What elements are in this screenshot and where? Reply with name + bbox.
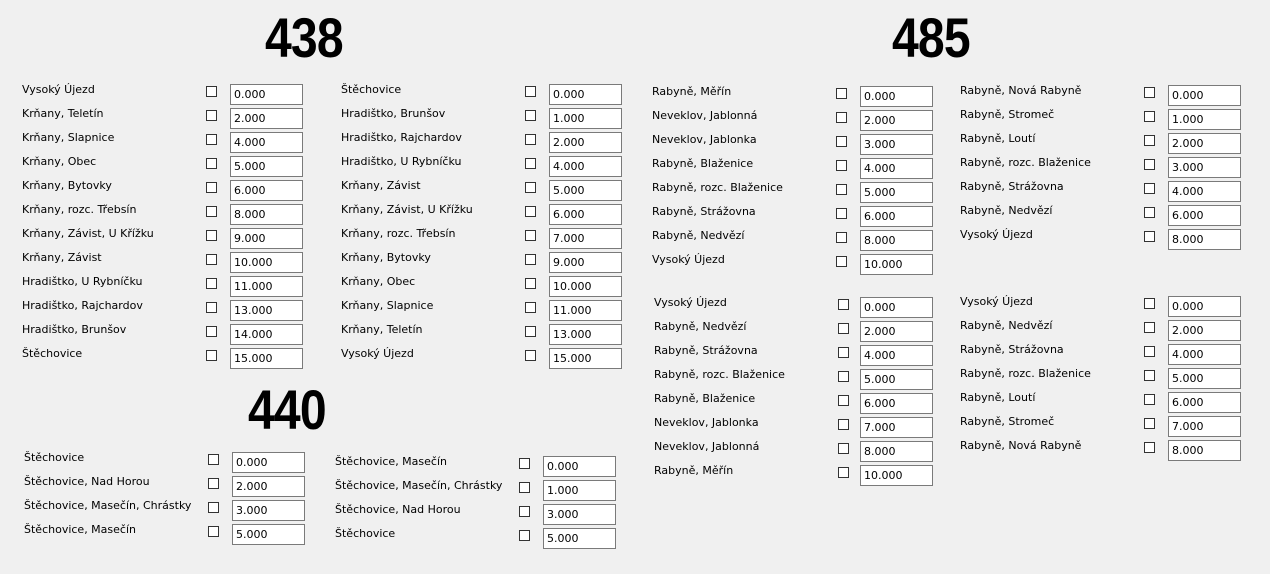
stop-name-label: Krňany, Závist, U Křížku	[22, 227, 154, 240]
stop-checkbox[interactable]	[836, 232, 847, 243]
stop-checkbox[interactable]	[838, 347, 849, 358]
stop-checkbox[interactable]	[836, 256, 847, 267]
time-offset-field[interactable]	[230, 156, 303, 177]
stop-name-label: Krňany, Závist, U Křížku	[341, 203, 473, 216]
stop-name-label: Štěchovice, Masečín	[24, 523, 136, 536]
stop-name-label: Rabyně, Nedvězí	[654, 320, 747, 333]
stop-checkbox[interactable]	[206, 110, 217, 121]
time-offset-field[interactable]	[1168, 368, 1241, 389]
stop-checkbox[interactable]	[838, 467, 849, 478]
stop-name-label: Krňany, Závist	[22, 251, 102, 264]
stop-checkbox[interactable]	[519, 458, 530, 469]
stop-name-label: Rabyně, rozc. Blaženice	[960, 367, 1091, 380]
time-offset-field[interactable]	[860, 254, 933, 275]
time-offset-field[interactable]	[549, 84, 622, 105]
route-number-438: 438	[265, 6, 343, 69]
stop-checkbox[interactable]	[208, 478, 219, 489]
stop-name-label: Štěchovice, Nad Horou	[335, 503, 461, 516]
time-offset-field[interactable]	[230, 84, 303, 105]
stop-checkbox[interactable]	[525, 206, 536, 217]
stop-name-label: Rabyně, Nedvězí	[960, 204, 1053, 217]
stop-name-label: Štěchovice, Masečín, Chrástky	[24, 499, 192, 512]
stop-checkbox[interactable]	[1144, 231, 1155, 242]
time-offset-field[interactable]	[1168, 205, 1241, 226]
stop-checkbox[interactable]	[1144, 135, 1155, 146]
stop-name-label: Rabyně, Stromeč	[960, 108, 1055, 121]
stop-name-label: Rabyně, rozc. Blaženice	[960, 156, 1091, 169]
stop-checkbox[interactable]	[1144, 183, 1155, 194]
stop-checkbox[interactable]	[525, 110, 536, 121]
time-offset-field[interactable]	[232, 500, 305, 521]
stop-checkbox[interactable]	[1144, 298, 1155, 309]
stop-name-label: Rabyně, Nedvězí	[652, 229, 745, 242]
time-offset-field[interactable]	[549, 252, 622, 273]
stop-name-label: Krňany, rozc. Třebsín	[341, 227, 456, 240]
stop-checkbox[interactable]	[525, 350, 536, 361]
stop-checkbox[interactable]	[525, 86, 536, 97]
stop-checkbox[interactable]	[525, 182, 536, 193]
stop-checkbox[interactable]	[206, 302, 217, 313]
stop-checkbox[interactable]	[836, 136, 847, 147]
stop-name-label: Vysoký Újezd	[654, 296, 727, 309]
stop-name-label: Krňany, Bytovky	[341, 251, 431, 264]
stop-checkbox[interactable]	[1144, 111, 1155, 122]
stop-checkbox[interactable]	[525, 230, 536, 241]
stop-name-label: Štěchovice	[24, 451, 85, 464]
time-offset-field[interactable]	[549, 132, 622, 153]
time-offset-field[interactable]	[1168, 229, 1241, 250]
time-offset-field[interactable]	[549, 204, 622, 225]
stop-name-label: Vysoký Újezd	[960, 295, 1033, 308]
stop-checkbox[interactable]	[206, 158, 217, 169]
stop-checkbox[interactable]	[1144, 159, 1155, 170]
time-offset-field[interactable]	[549, 108, 622, 129]
time-offset-field[interactable]	[1168, 440, 1241, 461]
stop-checkbox[interactable]	[208, 454, 219, 465]
stop-name-label: Vysoký Újezd	[341, 347, 414, 360]
stop-checkbox[interactable]	[838, 395, 849, 406]
stop-name-label: Krňany, Obec	[22, 155, 97, 168]
time-offset-field[interactable]	[860, 134, 933, 155]
time-offset-field[interactable]	[549, 300, 622, 321]
time-offset-field[interactable]	[230, 348, 303, 369]
stop-checkbox[interactable]	[206, 254, 217, 265]
stop-name-label: Štěchovice, Nad Horou	[24, 475, 150, 488]
stop-name-label: Rabyně, Stromeč	[960, 415, 1055, 428]
time-offset-field[interactable]	[860, 86, 933, 107]
stop-name-label: Hradištko, Rajchardov	[341, 131, 462, 144]
time-offset-field[interactable]	[860, 393, 933, 414]
time-offset-field[interactable]	[860, 158, 933, 179]
time-offset-field[interactable]	[1168, 320, 1241, 341]
time-offset-field[interactable]	[1168, 416, 1241, 437]
time-offset-field[interactable]	[860, 230, 933, 251]
time-offset-field[interactable]	[1168, 157, 1241, 178]
stop-name-label: Krňany, Teletín	[22, 107, 104, 120]
stop-checkbox[interactable]	[838, 323, 849, 334]
time-offset-field[interactable]	[549, 228, 622, 249]
stop-checkbox[interactable]	[206, 350, 217, 361]
stop-name-label: Hradištko, Rajchardov	[22, 299, 143, 312]
stop-name-label: Rabyně, Měřín	[652, 85, 732, 98]
time-offset-field[interactable]	[230, 204, 303, 225]
stop-checkbox[interactable]	[1144, 394, 1155, 405]
stop-name-label: Štěchovice	[22, 347, 83, 360]
time-offset-field[interactable]	[549, 156, 622, 177]
time-offset-field[interactable]	[860, 110, 933, 131]
time-offset-field[interactable]	[860, 297, 933, 318]
stop-checkbox[interactable]	[1144, 346, 1155, 357]
stop-name-label: Rabyně, Loutí	[960, 391, 1036, 404]
stop-name-label: Neveklov, Jablonná	[654, 440, 760, 453]
stop-checkbox[interactable]	[838, 371, 849, 382]
stop-name-label: Štěchovice, Masečín	[335, 455, 447, 468]
stop-name-label: Rabyně, Strážovna	[654, 344, 758, 357]
stop-name-label: Rabyně, Nedvězí	[960, 319, 1053, 332]
stop-name-label: Neveklov, Jablonka	[654, 416, 759, 429]
time-offset-field[interactable]	[1168, 392, 1241, 413]
time-offset-field[interactable]	[230, 228, 303, 249]
stop-checkbox[interactable]	[1144, 207, 1155, 218]
stop-name-label: Neveklov, Jablonná	[652, 109, 758, 122]
stop-checkbox[interactable]	[206, 182, 217, 193]
stop-checkbox[interactable]	[525, 254, 536, 265]
stop-checkbox[interactable]	[836, 88, 847, 99]
stop-checkbox[interactable]	[208, 526, 219, 537]
stop-name-label: Štěchovice, Masečín, Chrástky	[335, 479, 503, 492]
stop-checkbox[interactable]	[525, 134, 536, 145]
time-offset-field[interactable]	[543, 456, 616, 477]
time-offset-field[interactable]	[230, 252, 303, 273]
stop-name-label: Krňany, Slapnice	[22, 131, 115, 144]
stop-checkbox[interactable]	[836, 208, 847, 219]
time-offset-field[interactable]	[549, 324, 622, 345]
stop-checkbox[interactable]	[206, 230, 217, 241]
stop-checkbox[interactable]	[525, 158, 536, 169]
time-offset-field[interactable]	[232, 452, 305, 473]
time-offset-field[interactable]	[860, 182, 933, 203]
stop-checkbox[interactable]	[206, 134, 217, 145]
stop-name-label: Vysoký Újezd	[960, 228, 1033, 241]
stop-name-label: Vysoký Újezd	[652, 253, 725, 266]
stop-checkbox[interactable]	[206, 326, 217, 337]
stop-checkbox[interactable]	[838, 443, 849, 454]
stop-checkbox[interactable]	[519, 530, 530, 541]
stop-name-label: Rabyně, Strážovna	[652, 205, 756, 218]
stop-name-label: Rabyně, Strážovna	[960, 343, 1064, 356]
stop-name-label: Rabyně, Nová Rabyně	[960, 439, 1082, 452]
stop-checkbox[interactable]	[1144, 322, 1155, 333]
stop-checkbox[interactable]	[206, 86, 217, 97]
time-offset-field[interactable]	[543, 528, 616, 549]
time-offset-field[interactable]	[860, 345, 933, 366]
stop-checkbox[interactable]	[1144, 442, 1155, 453]
stop-checkbox[interactable]	[519, 506, 530, 517]
stop-name-label: Rabyně, Blaženice	[652, 157, 754, 170]
stop-name-label: Krňany, Obec	[341, 275, 416, 288]
time-offset-field[interactable]	[1168, 181, 1241, 202]
time-offset-field[interactable]	[860, 441, 933, 462]
time-offset-field[interactable]	[860, 206, 933, 227]
stop-name-label: Štěchovice	[335, 527, 396, 540]
stop-checkbox[interactable]	[1144, 87, 1155, 98]
stop-checkbox[interactable]	[836, 184, 847, 195]
time-offset-field[interactable]	[549, 348, 622, 369]
time-offset-field[interactable]	[543, 480, 616, 501]
stop-name-label: Hradištko, Brunšov	[341, 107, 446, 120]
time-offset-field[interactable]	[543, 504, 616, 525]
time-offset-field[interactable]	[549, 276, 622, 297]
time-offset-field[interactable]	[860, 369, 933, 390]
stop-name-label: Rabyně, Strážovna	[960, 180, 1064, 193]
time-offset-field[interactable]	[230, 132, 303, 153]
stop-name-label: Hradištko, Brunšov	[22, 323, 127, 336]
stop-name-label: Krňany, Slapnice	[341, 299, 434, 312]
stop-checkbox[interactable]	[1144, 418, 1155, 429]
stop-checkbox[interactable]	[838, 299, 849, 310]
stop-checkbox[interactable]	[206, 278, 217, 289]
time-offset-field[interactable]	[230, 324, 303, 345]
stop-name-label: Rabyně, rozc. Blaženice	[652, 181, 783, 194]
time-offset-field[interactable]	[1168, 85, 1241, 106]
stop-name-label: Hradištko, U Rybníčku	[341, 155, 462, 168]
stop-checkbox[interactable]	[836, 160, 847, 171]
stop-name-label: Rabyně, Měřín	[654, 464, 734, 477]
route-number-485: 485	[892, 6, 970, 69]
stop-name-label: Hradištko, U Rybníčku	[22, 275, 143, 288]
time-offset-field[interactable]	[860, 417, 933, 438]
time-offset-field[interactable]	[232, 524, 305, 545]
stop-checkbox[interactable]	[836, 112, 847, 123]
time-offset-field[interactable]	[230, 300, 303, 321]
stop-name-label: Neveklov, Jablonka	[652, 133, 757, 146]
stop-checkbox[interactable]	[838, 419, 849, 430]
stop-name-label: Rabyně, rozc. Blaženice	[654, 368, 785, 381]
stop-name-label: Krňany, Závist	[341, 179, 421, 192]
stop-checkbox[interactable]	[525, 278, 536, 289]
time-offset-field[interactable]	[232, 476, 305, 497]
time-offset-field[interactable]	[230, 276, 303, 297]
time-offset-field[interactable]	[1168, 109, 1241, 130]
time-offset-field[interactable]	[860, 465, 933, 486]
stop-checkbox[interactable]	[1144, 370, 1155, 381]
stop-name-label: Vysoký Újezd	[22, 83, 95, 96]
stop-checkbox[interactable]	[206, 206, 217, 217]
stop-checkbox[interactable]	[208, 502, 219, 513]
stop-name-label: Rabyně, Loutí	[960, 132, 1036, 145]
time-offset-field[interactable]	[1168, 344, 1241, 365]
stop-name-label: Rabyně, Blaženice	[654, 392, 756, 405]
time-offset-field[interactable]	[230, 108, 303, 129]
stop-name-label: Štěchovice	[341, 83, 402, 96]
stop-checkbox[interactable]	[525, 326, 536, 337]
time-offset-field[interactable]	[860, 321, 933, 342]
time-offset-field[interactable]	[549, 180, 622, 201]
stop-name-label: Krňany, Bytovky	[22, 179, 112, 192]
stop-checkbox[interactable]	[525, 302, 536, 313]
stop-name-label: Krňany, rozc. Třebsín	[22, 203, 137, 216]
time-offset-field[interactable]	[1168, 296, 1241, 317]
stop-name-label: Rabyně, Nová Rabyně	[960, 84, 1082, 97]
stop-name-label: Krňany, Teletín	[341, 323, 423, 336]
stop-checkbox[interactable]	[519, 482, 530, 493]
route-number-440: 440	[248, 378, 326, 441]
time-offset-field[interactable]	[1168, 133, 1241, 154]
time-offset-field[interactable]	[230, 180, 303, 201]
